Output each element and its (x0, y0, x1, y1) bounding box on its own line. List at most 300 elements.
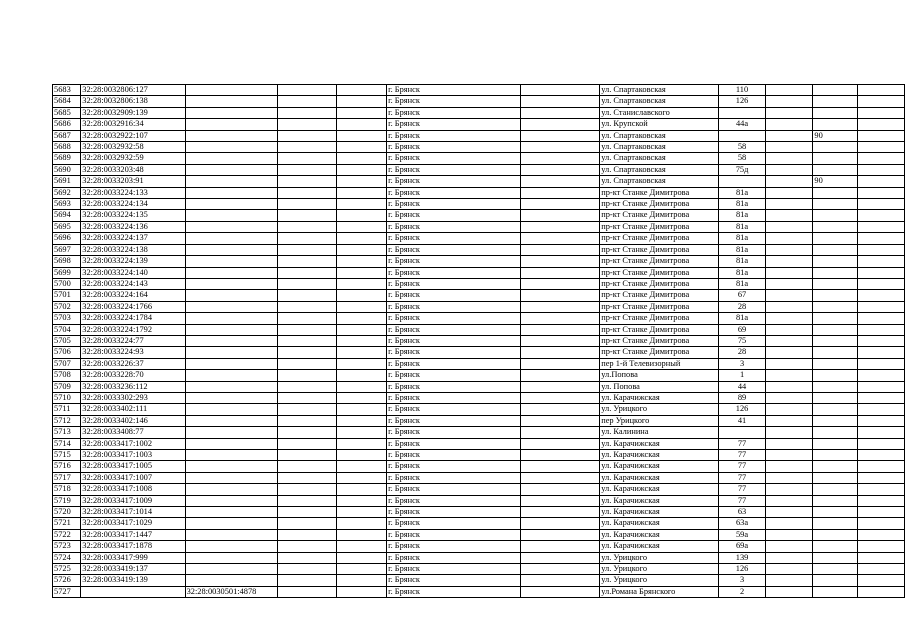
empty-cell (857, 130, 904, 141)
empty-cell (337, 335, 387, 346)
house-number-cell: 3 (718, 358, 765, 369)
cadastral-number-cell (81, 586, 185, 597)
row-number-cell: 5693 (53, 199, 81, 210)
cadastral-number-alt-cell (185, 495, 277, 506)
extra-value-cell (813, 564, 857, 575)
empty-cell (857, 221, 904, 232)
empty-cell (766, 301, 813, 312)
empty-cell (520, 392, 600, 403)
row-number-cell: 5705 (53, 335, 81, 346)
house-number-cell: 44 (718, 381, 765, 392)
empty-cell (857, 244, 904, 255)
empty-cell (277, 119, 336, 130)
extra-value-cell (813, 107, 857, 118)
empty-cell (277, 564, 336, 575)
house-number-cell: 63 (718, 507, 765, 518)
cadastral-number-alt-cell (185, 518, 277, 529)
house-number-cell: 81а (718, 233, 765, 244)
empty-cell (337, 358, 387, 369)
empty-cell (337, 472, 387, 483)
city-cell: г. Брянск (387, 130, 521, 141)
empty-cell (277, 484, 336, 495)
empty-cell (277, 233, 336, 244)
empty-cell (520, 529, 600, 540)
empty-cell (766, 370, 813, 381)
empty-cell (277, 335, 336, 346)
row-number-cell: 5714 (53, 438, 81, 449)
street-cell: пр-кт Станке Димитрова (600, 301, 719, 312)
empty-cell (766, 313, 813, 324)
extra-value-cell (813, 256, 857, 267)
extra-value-cell (813, 313, 857, 324)
street-cell: пер 1-й Телевизорный (600, 358, 719, 369)
empty-cell (857, 438, 904, 449)
cadastral-number-cell: 32:28:0033417:1014 (81, 507, 185, 518)
cadastral-number-cell: 32:28:0033419:139 (81, 575, 185, 586)
city-cell: г. Брянск (387, 164, 521, 175)
extra-value-cell (813, 495, 857, 506)
empty-cell (857, 256, 904, 267)
empty-cell (520, 495, 600, 506)
empty-cell (520, 472, 600, 483)
street-cell: ул. Карачижская (600, 495, 719, 506)
table-row (53, 541, 905, 552)
empty-cell (857, 381, 904, 392)
empty-cell (277, 507, 336, 518)
cadastral-number-cell: 32:28:0033417:1005 (81, 461, 185, 472)
city-cell: г. Брянск (387, 541, 521, 552)
house-number-cell: 77 (718, 450, 765, 461)
cadastral-number-alt-cell (185, 278, 277, 289)
street-cell: ул. Карачижская (600, 518, 719, 529)
empty-cell (277, 290, 336, 301)
empty-cell (520, 267, 600, 278)
row-number-cell: 5696 (53, 233, 81, 244)
table-row (53, 278, 905, 289)
empty-cell (766, 381, 813, 392)
table-row (53, 119, 905, 130)
row-number-cell: 5694 (53, 210, 81, 221)
empty-cell (857, 564, 904, 575)
extra-value-cell (813, 290, 857, 301)
row-number-cell: 5699 (53, 267, 81, 278)
empty-cell (520, 153, 600, 164)
empty-cell (857, 450, 904, 461)
house-number-cell: 41 (718, 415, 765, 426)
empty-cell (337, 518, 387, 529)
cadastral-number-cell: 32:28:0033203:91 (81, 176, 185, 187)
house-number-cell: 75д (718, 164, 765, 175)
empty-cell (520, 564, 600, 575)
empty-cell (857, 199, 904, 210)
house-number-cell: 1 (718, 370, 765, 381)
city-cell: г. Брянск (387, 335, 521, 346)
extra-value-cell (813, 244, 857, 255)
empty-cell (520, 438, 600, 449)
extra-value-cell (813, 119, 857, 130)
extra-value-cell (813, 427, 857, 438)
row-number-cell: 5704 (53, 324, 81, 335)
cadastral-number-cell: 32:28:0033402:111 (81, 404, 185, 415)
cadastral-number-cell: 32:28:0033203:48 (81, 164, 185, 175)
table-row (53, 335, 905, 346)
row-number-cell: 5709 (53, 381, 81, 392)
cadastral-number-cell: 32:28:0032922:107 (81, 130, 185, 141)
empty-cell (520, 96, 600, 107)
house-number-cell: 81а (718, 278, 765, 289)
table-row (53, 347, 905, 358)
house-number-cell: 81а (718, 210, 765, 221)
row-number-cell: 5706 (53, 347, 81, 358)
empty-cell (766, 461, 813, 472)
empty-cell (277, 210, 336, 221)
row-number-cell: 5724 (53, 552, 81, 563)
table-row (53, 130, 905, 141)
city-cell: г. Брянск (387, 404, 521, 415)
street-cell: ул. Спартаковская (600, 153, 719, 164)
extra-value-cell (813, 278, 857, 289)
empty-cell (857, 347, 904, 358)
empty-cell (520, 278, 600, 289)
house-number-cell: 81а (718, 256, 765, 267)
row-number-cell: 5703 (53, 313, 81, 324)
city-cell: г. Брянск (387, 415, 521, 426)
table-row (53, 575, 905, 586)
empty-cell (520, 199, 600, 210)
empty-cell (277, 586, 336, 597)
empty-cell (520, 507, 600, 518)
cadastral-number-cell: 32:28:0033224:138 (81, 244, 185, 255)
empty-cell (277, 244, 336, 255)
city-cell: г. Брянск (387, 107, 521, 118)
empty-cell (337, 404, 387, 415)
empty-cell (520, 164, 600, 175)
empty-cell (766, 552, 813, 563)
row-number-cell: 5695 (53, 221, 81, 232)
empty-cell (520, 313, 600, 324)
cadastral-number-cell: 32:28:0033224:1766 (81, 301, 185, 312)
extra-value-cell (813, 221, 857, 232)
extra-value-cell (813, 415, 857, 426)
empty-cell (337, 529, 387, 540)
empty-cell (337, 244, 387, 255)
extra-value-cell (813, 142, 857, 153)
row-number-cell: 5726 (53, 575, 81, 586)
cadastral-number-cell: 32:28:0033417:1029 (81, 518, 185, 529)
city-cell: г. Брянск (387, 244, 521, 255)
cadastral-number-cell: 32:28:0032932:58 (81, 142, 185, 153)
street-cell: пр-кт Станке Димитрова (600, 187, 719, 198)
empty-cell (766, 495, 813, 506)
house-number-cell: 67 (718, 290, 765, 301)
empty-cell (520, 85, 600, 96)
cadastral-number-cell: 32:28:0033224:139 (81, 256, 185, 267)
row-number-cell: 5707 (53, 358, 81, 369)
extra-value-cell (813, 484, 857, 495)
extra-value-cell (813, 199, 857, 210)
row-number-cell: 5717 (53, 472, 81, 483)
cadastral-number-cell: 32:28:0033224:93 (81, 347, 185, 358)
cadastral-number-alt-cell (185, 290, 277, 301)
cadastral-number-alt-cell (185, 438, 277, 449)
row-number-cell: 5701 (53, 290, 81, 301)
empty-cell (857, 541, 904, 552)
empty-cell (857, 495, 904, 506)
extra-value-cell (813, 324, 857, 335)
empty-cell (520, 256, 600, 267)
city-cell: г. Брянск (387, 347, 521, 358)
extra-value-cell (813, 438, 857, 449)
city-cell: г. Брянск (387, 461, 521, 472)
house-number-cell: 77 (718, 438, 765, 449)
extra-value-cell (813, 164, 857, 175)
empty-cell (337, 130, 387, 141)
empty-cell (277, 164, 336, 175)
empty-cell (766, 267, 813, 278)
row-number-cell: 5713 (53, 427, 81, 438)
city-cell: г. Брянск (387, 324, 521, 335)
cadastral-number-alt-cell (185, 199, 277, 210)
empty-cell (766, 107, 813, 118)
cadastral-number-alt-cell: 32:28:0030501:4878 (185, 586, 277, 597)
empty-cell (337, 164, 387, 175)
empty-cell (277, 575, 336, 586)
row-number-cell: 5700 (53, 278, 81, 289)
table-row (53, 358, 905, 369)
empty-cell (337, 119, 387, 130)
cadastral-number-alt-cell (185, 461, 277, 472)
empty-cell (766, 358, 813, 369)
empty-cell (337, 484, 387, 495)
empty-cell (520, 358, 600, 369)
table-row (53, 199, 905, 210)
empty-cell (337, 256, 387, 267)
cadastral-number-alt-cell (185, 450, 277, 461)
row-number-cell: 5698 (53, 256, 81, 267)
extra-value-cell (813, 404, 857, 415)
table-row (53, 313, 905, 324)
extra-value-cell (813, 575, 857, 586)
empty-cell (520, 176, 600, 187)
empty-cell (766, 392, 813, 403)
table-row (53, 290, 905, 301)
empty-cell (277, 187, 336, 198)
cadastral-number-cell: 32:28:0033224:140 (81, 267, 185, 278)
empty-cell (857, 518, 904, 529)
extra-value-cell (813, 472, 857, 483)
table-row (53, 529, 905, 540)
cadastral-number-cell: 32:28:0033224:143 (81, 278, 185, 289)
street-cell: ул. Спартаковская (600, 130, 719, 141)
empty-cell (277, 381, 336, 392)
city-cell: г. Брянск (387, 301, 521, 312)
cadastral-number-alt-cell (185, 575, 277, 586)
extra-value-cell (813, 153, 857, 164)
extra-value-cell (813, 541, 857, 552)
empty-cell (337, 278, 387, 289)
empty-cell (857, 176, 904, 187)
street-cell: ул. Карачижская (600, 541, 719, 552)
empty-cell (337, 541, 387, 552)
table-row (53, 176, 905, 187)
empty-cell (857, 529, 904, 540)
empty-cell (766, 244, 813, 255)
empty-cell (337, 495, 387, 506)
empty-cell (520, 233, 600, 244)
table-row (53, 415, 905, 426)
row-number-cell: 5716 (53, 461, 81, 472)
house-number-cell: 77 (718, 472, 765, 483)
empty-cell (277, 130, 336, 141)
city-cell: г. Брянск (387, 210, 521, 221)
empty-cell (277, 392, 336, 403)
empty-cell (857, 575, 904, 586)
empty-cell (766, 347, 813, 358)
street-cell: ул. Урицкого (600, 564, 719, 575)
empty-cell (277, 96, 336, 107)
row-number-cell: 5727 (53, 586, 81, 597)
empty-cell (766, 210, 813, 221)
empty-cell (277, 404, 336, 415)
empty-cell (520, 370, 600, 381)
row-number-cell: 5691 (53, 176, 81, 187)
street-cell: пр-кт Станке Димитрова (600, 244, 719, 255)
extra-value-cell (813, 187, 857, 198)
city-cell: г. Брянск (387, 450, 521, 461)
table-row (53, 427, 905, 438)
table-row (53, 392, 905, 403)
cadastral-number-alt-cell (185, 564, 277, 575)
empty-cell (766, 142, 813, 153)
empty-cell (857, 472, 904, 483)
cadastral-number-alt-cell (185, 347, 277, 358)
cadastral-number-alt-cell (185, 233, 277, 244)
cadastral-number-cell: 32:28:0033224:135 (81, 210, 185, 221)
street-cell: ул. Спартаковская (600, 164, 719, 175)
house-number-cell: 58 (718, 153, 765, 164)
cadastral-number-alt-cell (185, 210, 277, 221)
empty-cell (857, 415, 904, 426)
house-number-cell: 77 (718, 495, 765, 506)
street-cell: пр-кт Станке Димитрова (600, 221, 719, 232)
row-number-cell: 5723 (53, 541, 81, 552)
street-cell: ул. Станиславского (600, 107, 719, 118)
cadastral-number-cell: 32:28:0033402:146 (81, 415, 185, 426)
empty-cell (520, 381, 600, 392)
cadastral-number-cell: 32:28:0032909:139 (81, 107, 185, 118)
city-cell: г. Брянск (387, 176, 521, 187)
city-cell: г. Брянск (387, 313, 521, 324)
house-number-cell: 126 (718, 404, 765, 415)
empty-cell (766, 85, 813, 96)
empty-cell (520, 461, 600, 472)
cadastral-number-cell: 32:28:0033226:37 (81, 358, 185, 369)
empty-cell (857, 358, 904, 369)
city-cell: г. Брянск (387, 256, 521, 267)
empty-cell (337, 324, 387, 335)
empty-cell (337, 301, 387, 312)
city-cell: г. Брянск (387, 518, 521, 529)
empty-cell (337, 199, 387, 210)
empty-cell (766, 586, 813, 597)
street-cell: ул. Калинина (600, 427, 719, 438)
cadastral-number-cell: 32:28:0032806:138 (81, 96, 185, 107)
row-number-cell: 5718 (53, 484, 81, 495)
empty-cell (857, 233, 904, 244)
street-cell: пр-кт Станке Димитрова (600, 313, 719, 324)
table-row (53, 267, 905, 278)
row-number-cell: 5692 (53, 187, 81, 198)
house-number-cell: 44а (718, 119, 765, 130)
empty-cell (520, 142, 600, 153)
city-cell: г. Брянск (387, 392, 521, 403)
empty-cell (337, 461, 387, 472)
extra-value-cell (813, 301, 857, 312)
empty-cell (520, 427, 600, 438)
empty-cell (766, 529, 813, 540)
empty-cell (766, 324, 813, 335)
empty-cell (520, 335, 600, 346)
empty-cell (277, 427, 336, 438)
city-cell: г. Брянск (387, 358, 521, 369)
empty-cell (277, 267, 336, 278)
street-cell: ул. Урицкого (600, 575, 719, 586)
street-cell: ул. Карачижская (600, 438, 719, 449)
empty-cell (337, 575, 387, 586)
city-cell: г. Брянск (387, 484, 521, 495)
empty-cell (337, 210, 387, 221)
empty-cell (857, 290, 904, 301)
table-row (53, 518, 905, 529)
empty-cell (337, 176, 387, 187)
street-cell: пр-кт Станке Димитрова (600, 256, 719, 267)
cadastral-number-alt-cell (185, 484, 277, 495)
house-number-cell: 69а (718, 541, 765, 552)
cadastral-number-alt-cell (185, 221, 277, 232)
city-cell: г. Брянск (387, 290, 521, 301)
street-cell: пр-кт Станке Димитрова (600, 210, 719, 221)
cadastral-number-cell: 32:28:0032932:59 (81, 153, 185, 164)
house-number-cell (718, 130, 765, 141)
street-cell: пр-кт Станке Димитрова (600, 290, 719, 301)
table-row (53, 461, 905, 472)
empty-cell (857, 461, 904, 472)
empty-cell (520, 119, 600, 130)
empty-cell (857, 313, 904, 324)
cadastral-number-alt-cell (185, 256, 277, 267)
empty-cell (766, 472, 813, 483)
table-row (53, 221, 905, 232)
cadastral-number-alt-cell (185, 358, 277, 369)
table-row (53, 450, 905, 461)
empty-cell (337, 507, 387, 518)
city-cell: г. Брянск (387, 529, 521, 540)
empty-cell (337, 85, 387, 96)
empty-cell (337, 381, 387, 392)
city-cell: г. Брянск (387, 586, 521, 597)
row-number-cell: 5684 (53, 96, 81, 107)
table-row (53, 404, 905, 415)
empty-cell (520, 575, 600, 586)
cadastral-number-alt-cell (185, 541, 277, 552)
row-number-cell: 5721 (53, 518, 81, 529)
empty-cell (766, 575, 813, 586)
street-cell: ул.Попова (600, 370, 719, 381)
empty-cell (857, 107, 904, 118)
row-number-cell: 5710 (53, 392, 81, 403)
empty-cell (277, 324, 336, 335)
row-number-cell: 5711 (53, 404, 81, 415)
